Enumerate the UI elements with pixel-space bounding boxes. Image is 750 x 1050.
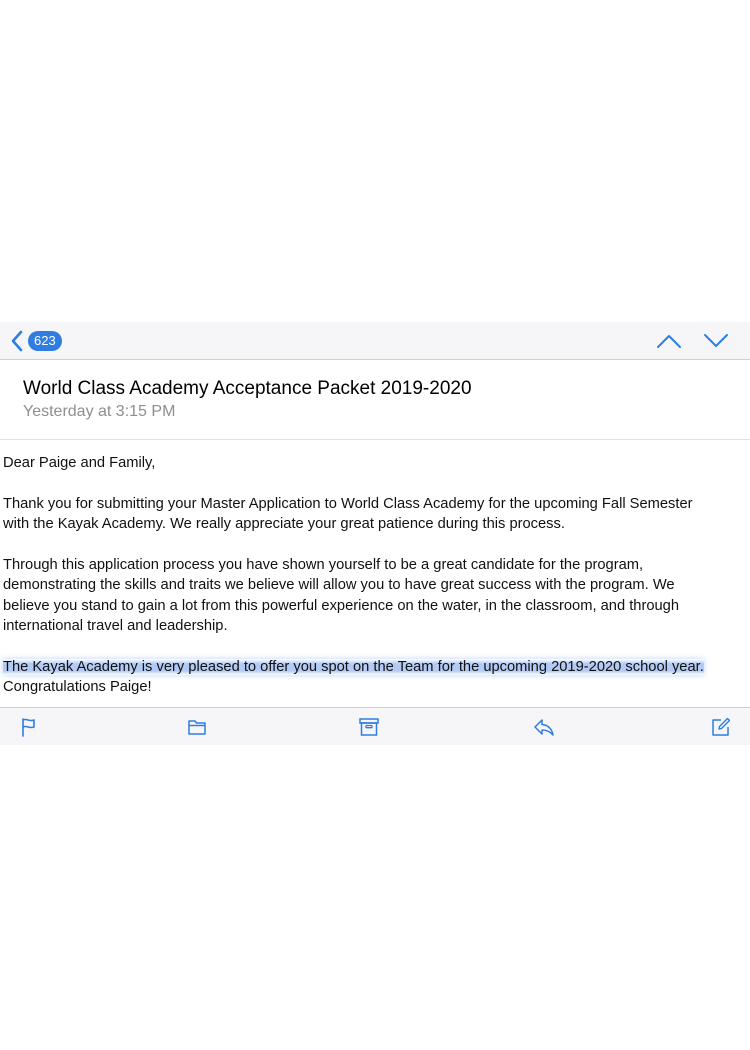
body-paragraph <box>3 555 750 637</box>
back-to-inbox-button[interactable] <box>10 328 62 354</box>
previous-message-button[interactable] <box>656 333 682 349</box>
body-paragraph <box>3 494 750 535</box>
folder-icon <box>186 716 208 738</box>
body-line: international travel and leadership. <box>3 618 228 634</box>
message-body <box>3 453 750 698</box>
next-message-button[interactable] <box>703 333 729 349</box>
body-line: Thank you for submitting your Master Application to World Class Academy for the upcoming Fall Semester <box>3 495 693 512</box>
body-line: with the Kayak Academy. We really appreciate your great patience during this process. <box>3 516 565 532</box>
compose-icon <box>710 716 732 738</box>
greeting-text: Dear Paige and Family, <box>3 455 156 471</box>
archive-button[interactable] <box>358 716 380 738</box>
message-timestamp: Yesterday at 3:15 PM <box>23 403 176 420</box>
reply-icon <box>533 716 555 738</box>
message-subject: World Class Academy Acceptance Packet 2019-2020 <box>23 378 472 399</box>
flag-icon <box>19 716 41 738</box>
compose-button[interactable] <box>710 716 732 738</box>
flag-button[interactable] <box>19 716 41 738</box>
chevron-up-icon <box>656 333 682 349</box>
mail-message-view <box>0 322 750 744</box>
body-paragraph <box>3 657 750 698</box>
chevron-down-icon <box>703 333 729 349</box>
message-toolbar <box>0 707 750 745</box>
body-line: Congratulations Paige! <box>3 679 152 695</box>
chevron-left-icon <box>10 330 24 352</box>
archive-icon <box>358 716 380 738</box>
message-header <box>0 360 750 440</box>
navigation-bar <box>0 322 750 360</box>
highlighted-offer-line: The Kayak Academy is very pleased to offer you spot on the Team for the upcoming 2019-2020 school year. <box>3 658 704 675</box>
body-line: Through this application process you have shown yourself to be a great candidate for the program, <box>3 556 644 573</box>
body-line: demonstrating the skills and traits we believe will allow you to have great success with the program. We <box>3 577 675 593</box>
move-to-folder-button[interactable] <box>186 716 208 738</box>
body-line: believe you stand to gain a lot from this powerful experience on the water, in the classroom, and through <box>3 597 680 614</box>
message-count-badge: 623 <box>28 331 62 351</box>
reply-button[interactable] <box>533 716 555 738</box>
